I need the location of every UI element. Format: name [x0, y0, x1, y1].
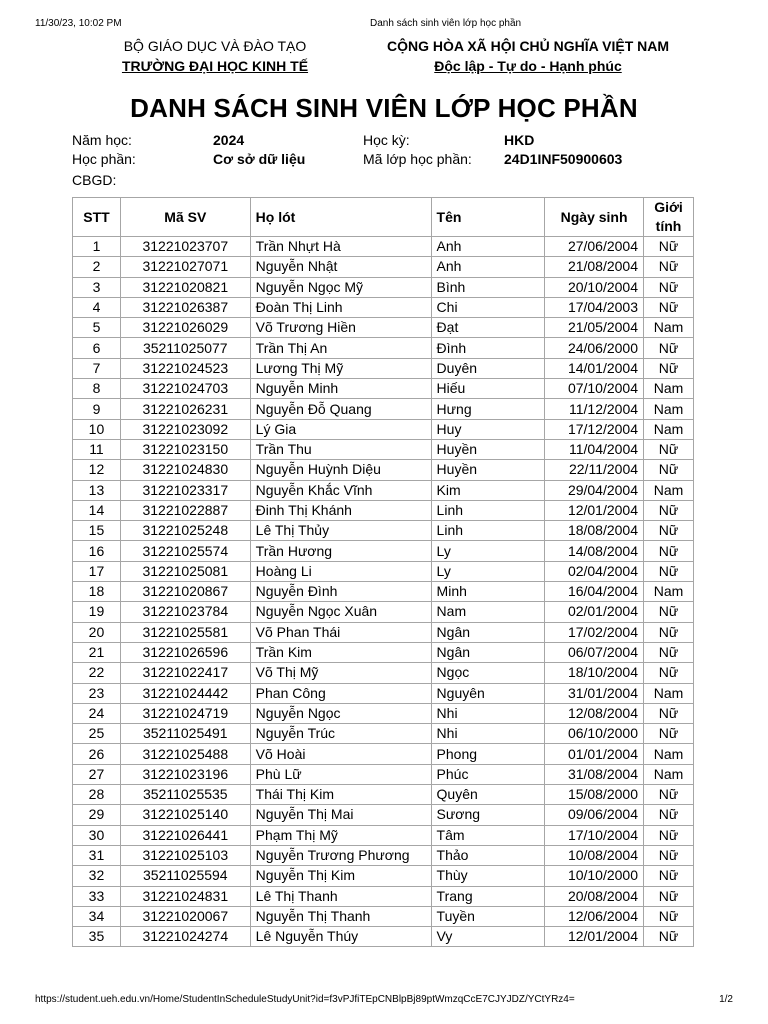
cell-surname: Nguyễn Ngọc [250, 703, 431, 723]
semester-value: HKD [504, 132, 535, 148]
cell-gender: Nữ [644, 785, 694, 805]
cell-name: Đình [431, 338, 545, 358]
cell-student-id: 31221026029 [120, 318, 250, 338]
year-value: 2024 [213, 132, 245, 148]
cell-surname: Hoàng Li [250, 561, 431, 581]
cell-surname: Nguyễn Ngọc Xuân [250, 602, 431, 622]
cell-name: Thảo [431, 845, 545, 865]
cell-stt: 4 [73, 297, 121, 317]
cell-dob: 29/04/2004 [545, 480, 644, 500]
cell-student-id: 31221023196 [120, 764, 250, 784]
cell-name: Ngọc [431, 663, 545, 683]
cell-stt: 18 [73, 582, 121, 602]
table-row [73, 277, 694, 297]
cell-name: Linh [431, 521, 545, 541]
cell-stt: 28 [73, 785, 121, 805]
cell-gender: Nam [644, 318, 694, 338]
cell-stt: 12 [73, 460, 121, 480]
cell-student-id: 35211025491 [120, 724, 250, 744]
cell-gender: Nữ [644, 805, 694, 825]
cell-surname: Nguyễn Khắc Vĩnh [250, 480, 431, 500]
cell-stt: 26 [73, 744, 121, 764]
cell-student-id: 31221026441 [120, 825, 250, 845]
country-name: CỘNG HÒA XÃ HỘI CHỦ NGHĨA VIỆT NAM [386, 38, 670, 54]
cell-stt: 24 [73, 703, 121, 723]
cell-stt: 15 [73, 521, 121, 541]
header-dob: Ngày sinh [545, 198, 644, 237]
cell-stt: 34 [73, 906, 121, 926]
cell-name: Minh [431, 582, 545, 602]
table-row [73, 906, 694, 926]
table-row [73, 257, 694, 277]
table-row [73, 379, 694, 399]
cell-name: Anh [431, 237, 545, 257]
cell-surname: Lương Thị Mỹ [250, 358, 431, 378]
cell-name: Nguyên [431, 683, 545, 703]
cell-dob: 18/08/2004 [545, 521, 644, 541]
cell-student-id: 31221023707 [120, 237, 250, 257]
table-row [73, 602, 694, 622]
cell-name: Phong [431, 744, 545, 764]
cell-surname: Nguyễn Đình [250, 582, 431, 602]
cell-dob: 11/04/2004 [545, 439, 644, 459]
cell-name: Linh [431, 500, 545, 520]
cell-stt: 27 [73, 764, 121, 784]
cell-gender: Nữ [644, 521, 694, 541]
cell-student-id: 31221023317 [120, 480, 250, 500]
cell-dob: 22/11/2004 [545, 460, 644, 480]
cell-stt: 11 [73, 439, 121, 459]
cell-dob: 12/01/2004 [545, 500, 644, 520]
table-row [73, 663, 694, 683]
cell-name: Ngân [431, 622, 545, 642]
cell-surname: Nguyễn Nhật [250, 257, 431, 277]
table-row [73, 338, 694, 358]
cell-name: Hưng [431, 399, 545, 419]
cell-stt: 33 [73, 886, 121, 906]
table-row [73, 744, 694, 764]
class-code-value: 24D1INF50900603 [504, 151, 623, 167]
cell-student-id: 31221022887 [120, 500, 250, 520]
cell-stt: 35 [73, 927, 121, 947]
course-value: Cơ sở dữ liệu [213, 151, 306, 167]
cell-student-id: 31221025140 [120, 805, 250, 825]
cell-dob: 12/08/2004 [545, 703, 644, 723]
national-motto: Độc lập - Tự do - Hạnh phúc [434, 58, 622, 74]
print-page-title: Danh sách sinh viên lớp học phần [370, 18, 522, 29]
table-row [73, 805, 694, 825]
table-row [73, 825, 694, 845]
cell-student-id: 31221025574 [120, 541, 250, 561]
print-page-number: 1/2 [719, 994, 733, 1005]
cell-student-id: 31221024523 [120, 358, 250, 378]
cell-student-id: 31221025581 [120, 622, 250, 642]
cell-student-id: 31221024830 [120, 460, 250, 480]
cell-gender: Nữ [644, 602, 694, 622]
cell-stt: 32 [73, 866, 121, 886]
cell-name: Kim [431, 480, 545, 500]
cell-dob: 10/08/2004 [545, 845, 644, 865]
cell-dob: 06/07/2004 [545, 642, 644, 662]
table-row [73, 521, 694, 541]
cell-gender: Nam [644, 419, 694, 439]
cell-gender: Nữ [644, 642, 694, 662]
table-row [73, 845, 694, 865]
table-row [73, 561, 694, 581]
table-header-row [73, 198, 694, 237]
cell-stt: 2 [73, 257, 121, 277]
class-code-label: Mã lớp học phần: [363, 151, 472, 167]
cell-name: Bình [431, 277, 545, 297]
cell-surname: Đoàn Thị Linh [250, 297, 431, 317]
cell-gender: Nữ [644, 886, 694, 906]
cell-dob: 14/01/2004 [545, 358, 644, 378]
cell-dob: 20/10/2004 [545, 277, 644, 297]
cell-gender: Nữ [644, 257, 694, 277]
table-row [73, 460, 694, 480]
cell-dob: 31/08/2004 [545, 764, 644, 784]
cell-name: Phúc [431, 764, 545, 784]
cell-surname: Nguyễn Ngọc Mỹ [250, 277, 431, 297]
cell-surname: Đinh Thị Khánh [250, 500, 431, 520]
cell-gender: Nữ [644, 825, 694, 845]
print-footer [35, 994, 733, 1006]
cell-stt: 20 [73, 622, 121, 642]
cell-dob: 15/08/2000 [545, 785, 644, 805]
cell-gender: Nữ [644, 663, 694, 683]
cell-surname: Trần Hương [250, 541, 431, 561]
cell-stt: 8 [73, 379, 121, 399]
cell-student-id: 31221025488 [120, 744, 250, 764]
cell-surname: Võ Phan Thái [250, 622, 431, 642]
header-name: Tên [431, 198, 545, 237]
cell-gender: Nữ [644, 866, 694, 886]
table-row [73, 399, 694, 419]
table-row [73, 642, 694, 662]
cell-student-id: 31221020867 [120, 582, 250, 602]
year-label: Năm học: [72, 132, 132, 148]
cell-surname: Nguyễn Thị Mai [250, 805, 431, 825]
cell-surname: Lê Thị Thanh [250, 886, 431, 906]
cell-dob: 21/05/2004 [545, 318, 644, 338]
cell-surname: Nguyễn Huỳnh Diệu [250, 460, 431, 480]
cell-name: Sương [431, 805, 545, 825]
cell-surname: Nguyễn Đỗ Quang [250, 399, 431, 419]
table-row [73, 927, 694, 947]
cell-dob: 17/02/2004 [545, 622, 644, 642]
cell-dob: 10/10/2000 [545, 866, 644, 886]
cell-name: Anh [431, 257, 545, 277]
cell-stt: 13 [73, 480, 121, 500]
cell-gender: Nam [644, 683, 694, 703]
cell-dob: 17/12/2004 [545, 419, 644, 439]
cell-stt: 22 [73, 663, 121, 683]
cell-stt: 6 [73, 338, 121, 358]
cell-gender: Nam [644, 480, 694, 500]
print-timestamp: 11/30/23, 10:02 PM [35, 18, 122, 29]
cell-surname: Trần Thị An [250, 338, 431, 358]
cell-name: Đạt [431, 318, 545, 338]
cell-name: Vy [431, 927, 545, 947]
cell-gender: Nam [644, 379, 694, 399]
org-block-right [372, 36, 684, 76]
cell-surname: Nguyễn Thị Thanh [250, 906, 431, 926]
cell-stt: 1 [73, 237, 121, 257]
cell-surname: Nguyễn Trương Phương [250, 845, 431, 865]
cell-gender: Nam [644, 582, 694, 602]
header-gender-line1: Giới [654, 199, 683, 215]
header-stt: STT [73, 198, 121, 237]
cell-surname: Nguyễn Trúc [250, 724, 431, 744]
cell-gender: Nữ [644, 500, 694, 520]
cell-surname: Thái Thị Kim [250, 785, 431, 805]
instructor-label: CBGD: [72, 172, 117, 188]
cell-dob: 27/06/2004 [545, 237, 644, 257]
cell-stt: 7 [73, 358, 121, 378]
cell-gender: Nữ [644, 338, 694, 358]
cell-surname: Lê Nguyễn Thúy [250, 927, 431, 947]
cell-student-id: 31221024719 [120, 703, 250, 723]
cell-surname: Võ Thị Mỹ [250, 663, 431, 683]
table-row [73, 318, 694, 338]
cell-name: Ly [431, 561, 545, 581]
table-row [73, 237, 694, 257]
cell-name: Huyền [431, 460, 545, 480]
cell-dob: 17/04/2003 [545, 297, 644, 317]
semester-label: Học kỳ: [363, 132, 410, 148]
cell-student-id: 31221020821 [120, 277, 250, 297]
cell-gender: Nam [644, 399, 694, 419]
cell-dob: 11/12/2004 [545, 399, 644, 419]
cell-student-id: 31221025248 [120, 521, 250, 541]
header-gender [644, 198, 694, 237]
course-label: Học phần: [72, 151, 136, 167]
cell-student-id: 31221026387 [120, 297, 250, 317]
cell-name: Quyên [431, 785, 545, 805]
table-row [73, 622, 694, 642]
cell-gender: Nữ [644, 237, 694, 257]
table-row [73, 785, 694, 805]
cell-stt: 21 [73, 642, 121, 662]
cell-dob: 06/10/2000 [545, 724, 644, 744]
table-row [73, 480, 694, 500]
cell-stt: 29 [73, 805, 121, 825]
cell-dob: 21/08/2004 [545, 257, 644, 277]
cell-dob: 12/06/2004 [545, 906, 644, 926]
cell-student-id: 31221025081 [120, 561, 250, 581]
table-row [73, 703, 694, 723]
cell-dob: 20/08/2004 [545, 886, 644, 906]
cell-stt: 3 [73, 277, 121, 297]
header-student-id: Mã SV [120, 198, 250, 237]
cell-dob: 07/10/2004 [545, 379, 644, 399]
cell-stt: 17 [73, 561, 121, 581]
cell-student-id: 31221024703 [120, 379, 250, 399]
cell-surname: Lê Thị Thủy [250, 521, 431, 541]
cell-stt: 19 [73, 602, 121, 622]
cell-gender: Nữ [644, 439, 694, 459]
cell-stt: 10 [73, 419, 121, 439]
cell-dob: 17/10/2004 [545, 825, 644, 845]
table-row [73, 724, 694, 744]
cell-student-id: 31221023784 [120, 602, 250, 622]
cell-name: Nam [431, 602, 545, 622]
cell-name: Nhi [431, 703, 545, 723]
table-row [73, 582, 694, 602]
cell-student-id: 35211025535 [120, 785, 250, 805]
university-name: TRƯỜNG ĐẠI HỌC KINH TẾ [121, 58, 309, 74]
cell-gender: Nam [644, 744, 694, 764]
cell-stt: 16 [73, 541, 121, 561]
cell-stt: 23 [73, 683, 121, 703]
header-gender-line2: tính [655, 218, 682, 234]
cell-student-id: 35211025077 [120, 338, 250, 358]
cell-gender: Nữ [644, 297, 694, 317]
cell-gender: Nữ [644, 906, 694, 926]
cell-student-id: 35211025594 [120, 866, 250, 886]
cell-student-id: 31221022417 [120, 663, 250, 683]
cell-surname: Võ Hoài [250, 744, 431, 764]
cell-stt: 30 [73, 825, 121, 845]
print-header [35, 18, 733, 30]
cell-stt: 25 [73, 724, 121, 744]
cell-gender: Nữ [644, 561, 694, 581]
cell-dob: 09/06/2004 [545, 805, 644, 825]
student-table [72, 197, 694, 947]
cell-student-id: 31221024442 [120, 683, 250, 703]
cell-name: Duyên [431, 358, 545, 378]
cell-name: Huy [431, 419, 545, 439]
cell-name: Trang [431, 886, 545, 906]
cell-student-id: 31221025103 [120, 845, 250, 865]
cell-name: Tâm [431, 825, 545, 845]
cell-name: Tuyền [431, 906, 545, 926]
cell-dob: 16/04/2004 [545, 582, 644, 602]
cell-stt: 14 [73, 500, 121, 520]
cell-gender: Nam [644, 764, 694, 784]
cell-student-id: 31221023092 [120, 419, 250, 439]
cell-name: Huyền [431, 439, 545, 459]
cell-gender: Nữ [644, 277, 694, 297]
table-row [73, 541, 694, 561]
table-row [73, 886, 694, 906]
cell-surname: Nguyễn Thị Kim [250, 866, 431, 886]
cell-dob: 02/04/2004 [545, 561, 644, 581]
cell-gender: Nữ [644, 927, 694, 947]
cell-dob: 31/01/2004 [545, 683, 644, 703]
cell-dob: 01/01/2004 [545, 744, 644, 764]
cell-surname: Phan Công [250, 683, 431, 703]
table-row [73, 419, 694, 439]
cell-surname: Trần Nhựt Hà [250, 237, 431, 257]
print-url: https://student.ueh.edu.vn/Home/StudentInScheduleStudyUnit?id=f3vPJfiTEpCNBlpBj89ptWmzqCcE7CJYJDZ/YCtYRz4= [35, 994, 575, 1005]
cell-dob: 18/10/2004 [545, 663, 644, 683]
cell-surname: Phù Lữ [250, 764, 431, 784]
cell-surname: Nguyễn Minh [250, 379, 431, 399]
cell-name: Nhi [431, 724, 545, 744]
ministry-name: BỘ GIÁO DỤC VÀ ĐÀO TẠO [123, 38, 307, 54]
cell-gender: Nữ [644, 703, 694, 723]
cell-gender: Nữ [644, 622, 694, 642]
table-row [73, 866, 694, 886]
cell-dob: 02/01/2004 [545, 602, 644, 622]
cell-name: Ngân [431, 642, 545, 662]
cell-surname: Trần Kim [250, 642, 431, 662]
org-block-left [95, 36, 335, 76]
document-title: DANH SÁCH SINH VIÊN LỚP HỌC PHẦN [130, 93, 638, 123]
cell-stt: 31 [73, 845, 121, 865]
cell-student-id: 31221020067 [120, 906, 250, 926]
cell-name: Thùy [431, 866, 545, 886]
header-surname: Họ lót [250, 198, 431, 237]
cell-surname: Lý Gia [250, 419, 431, 439]
cell-student-id: 31221024831 [120, 886, 250, 906]
cell-dob: 14/08/2004 [545, 541, 644, 561]
cell-name: Ly [431, 541, 545, 561]
cell-surname: Phạm Thị Mỹ [250, 825, 431, 845]
table-row [73, 297, 694, 317]
table-row [73, 358, 694, 378]
cell-stt: 5 [73, 318, 121, 338]
cell-student-id: 31221023150 [120, 439, 250, 459]
cell-dob: 24/06/2000 [545, 338, 644, 358]
cell-surname: Trần Thu [250, 439, 431, 459]
cell-gender: Nữ [644, 460, 694, 480]
cell-gender: Nữ [644, 358, 694, 378]
table-row [73, 764, 694, 784]
cell-gender: Nữ [644, 845, 694, 865]
cell-stt: 9 [73, 399, 121, 419]
cell-dob: 12/01/2004 [545, 927, 644, 947]
cell-student-id: 31221024274 [120, 927, 250, 947]
cell-gender: Nữ [644, 724, 694, 744]
table-row [73, 683, 694, 703]
table-row [73, 500, 694, 520]
table-row [73, 439, 694, 459]
cell-gender: Nữ [644, 541, 694, 561]
cell-name: Hiếu [431, 379, 545, 399]
cell-name: Chi [431, 297, 545, 317]
cell-student-id: 31221026231 [120, 399, 250, 419]
cell-student-id: 31221026596 [120, 642, 250, 662]
cell-surname: Võ Trương Hiền [250, 318, 431, 338]
cell-student-id: 31221027071 [120, 257, 250, 277]
